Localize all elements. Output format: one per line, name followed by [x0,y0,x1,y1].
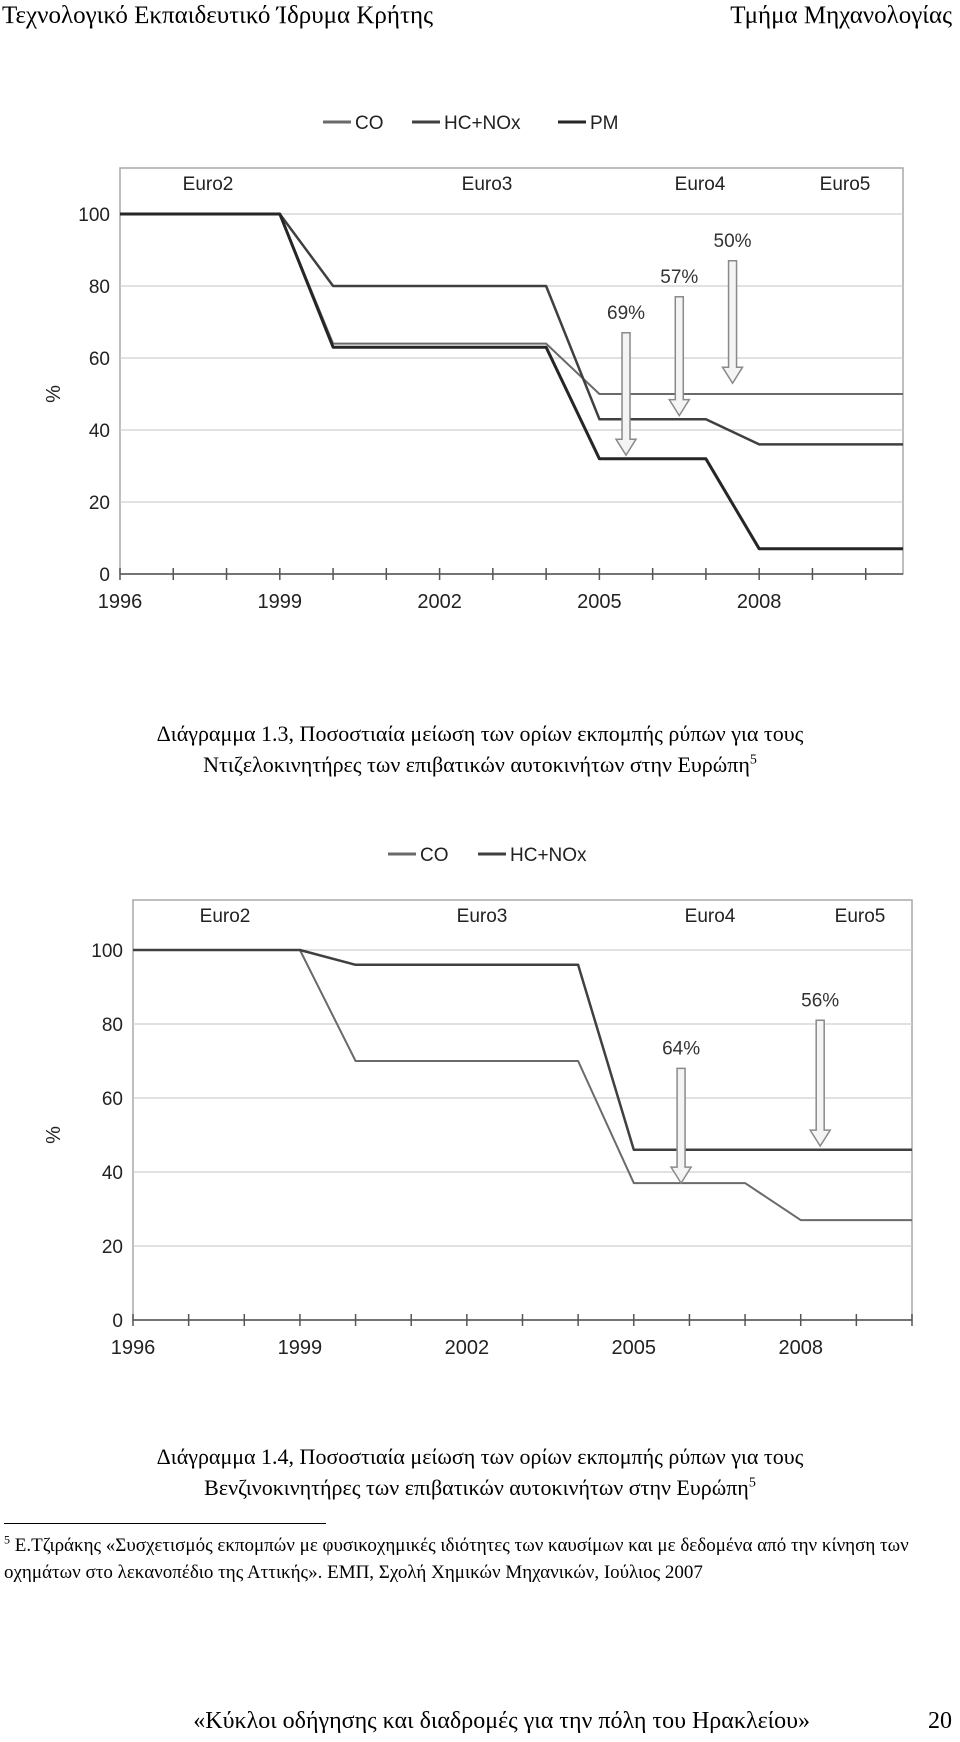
x-tick-label: 1996 [110,1337,156,1359]
x-tick-label: 1996 [97,591,143,613]
y-tick-label: 60 [88,349,110,370]
y-tick-label: 80 [101,1015,123,1036]
reduction-label: 56% [801,990,840,1012]
page-number: 20 [928,1708,952,1734]
stage-label: Euro3 [461,174,513,195]
chart-diesel [0,96,960,686]
chart-petrol [0,828,960,1418]
y-tick-label: 0 [112,1311,123,1332]
legend-label: PM [590,113,619,134]
y-axis-label: % [43,1126,65,1144]
footer-title: «Κύκλοι οδήγησης και διαδρομές για την πόλη του Ηρακλείου» [193,1708,810,1734]
footnote [4,1532,956,1586]
reduction-label: 69% [607,302,646,324]
y-tick-label: 20 [101,1237,123,1258]
reduction-label: 50% [713,230,752,252]
y-tick-label: 20 [88,493,110,514]
stage-label: Euro4 [684,906,736,927]
x-tick-label: 1999 [277,1337,323,1359]
y-tick-label: 40 [101,1163,123,1184]
footnote-separator [4,1523,326,1524]
x-tick-label: 2005 [611,1337,657,1359]
stage-label: Euro3 [456,906,508,927]
footnote-number: 5 [4,1532,10,1547]
stage-label: Euro4 [674,174,726,195]
y-tick-label: 100 [78,205,110,226]
plot-frame [133,900,912,1320]
caption-line-2: Ντιζελοκινητήρες των επιβατικών αυτοκινήτων στην Ευρώπη$^5$ [203,752,757,777]
caption-footnote-ref[interactable]: 5 [749,752,757,768]
header-department: Τμήμα Μηχανολογίας [730,2,952,29]
reduction-label: 64% [662,1038,701,1060]
caption-line-1: Διάγραμμα 1.3, Ποσοστιαία μείωση των ορίων εκπομπής ρύπων για τους [156,721,804,746]
stage-label: Euro2 [199,906,251,927]
y-tick-label: 80 [88,277,110,298]
y-tick-label: 60 [101,1089,123,1110]
legend-label: CO [420,845,449,866]
footnote-text: Ε.Τζιράκης «Συσχετισμός εκπομπών με φυσικοχημικές ιδιότητες των καυσίμων και με δεδομένα από την κίνηση των οχημάτων στο λεκανοπέδιο της Αττικής». ΕΜΠ, Σχολή Χημικών Μηχανικών, Ιούλιος 2007 [4,1535,909,1583]
y-tick-label: 0 [99,565,110,586]
x-tick-label: 2002 [444,1337,490,1359]
caption-line-2: Βενζινοκινητήρες των επιβατικών αυτοκινήτων στην Ευρώπη$^5$ [204,1475,756,1500]
x-tick-label: 2002 [417,591,462,613]
y-tick-label: 40 [88,421,110,442]
legend-label: CO [355,113,384,134]
y-tick-label: 100 [91,941,123,962]
caption-footnote-ref[interactable]: 5 [748,1475,756,1491]
plot-frame [120,168,903,574]
reduction-label: 57% [660,266,699,288]
chart-diesel-svg [0,96,960,686]
chart-petrol-svg [0,828,960,1418]
x-tick-label: 1999 [257,591,303,613]
x-tick-label: 2005 [577,591,622,613]
legend-label: HC+NOx [444,113,521,134]
stage-label: Euro2 [182,174,234,195]
caption-diagram-1-3 [0,718,960,780]
header-institution: Τεχνολογικό Εκπαιδευτικό Ίδρυμα Κρήτης [2,2,433,29]
x-tick-label: 2008 [778,1337,823,1359]
y-axis-label: % [43,385,65,403]
legend-label: HC+NOx [510,845,587,866]
caption-diagram-1-4 [0,1441,960,1503]
caption-line-1: Διάγραμμα 1.4, Ποσοστιαία μείωση των ορίων εκπομπής ρύπων για τους [156,1444,804,1469]
stage-label: Euro5 [834,906,886,927]
stage-label: Euro5 [819,174,871,195]
x-tick-label: 2008 [736,591,782,613]
